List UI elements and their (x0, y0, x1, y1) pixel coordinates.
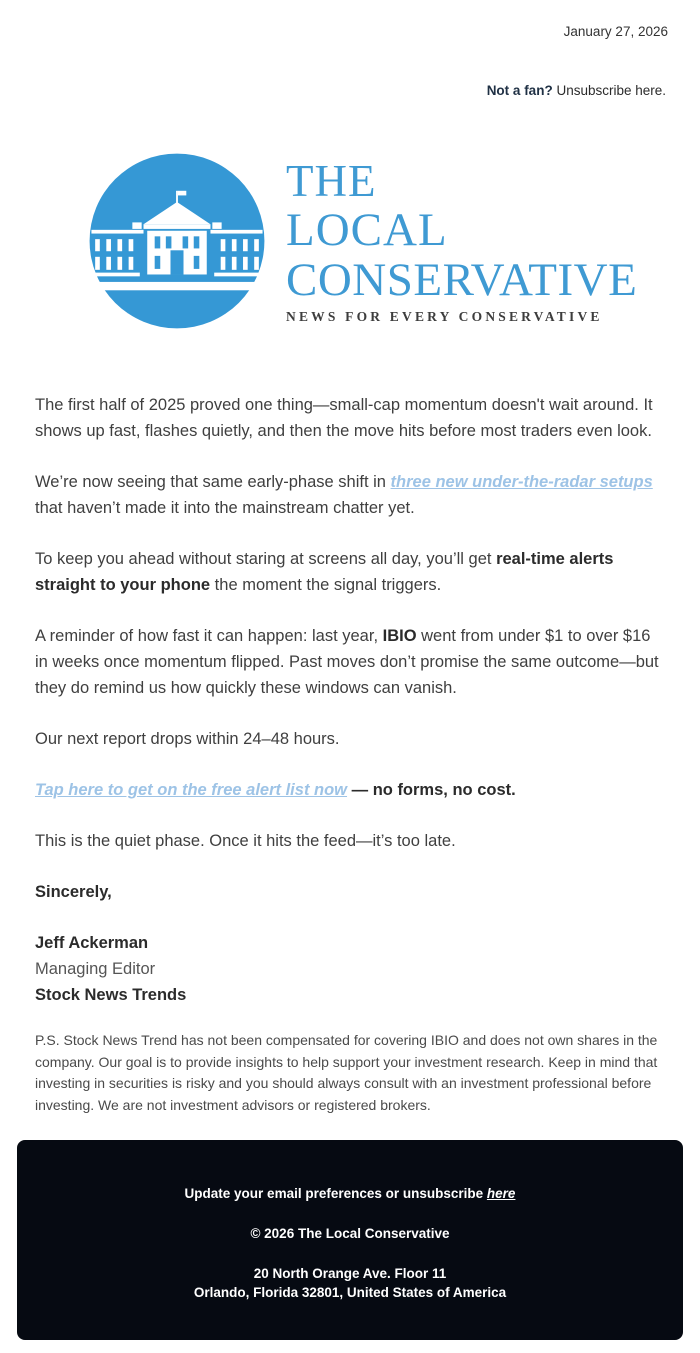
ibio-ticker-emphasis: IBIO (382, 627, 417, 645)
footer-preferences-text: Update your email preferences or unsubscribe (184, 1186, 487, 1201)
paragraph-alerts-text-before: To keep you ahead without staring at screens all day, you’ll get (35, 550, 497, 568)
paragraph-quiet-phase: This is the quiet phase. Once it hits the feed—it’s too late. (35, 832, 456, 850)
signature-salutation: Sincerely, (35, 883, 112, 901)
paragraph-setups (35, 469, 665, 521)
wordmark-the: THE (286, 155, 377, 206)
no-forms-no-cost-emphasis: — no forms, no cost. (347, 781, 516, 799)
email-date: January 27, 2026 (563, 24, 668, 39)
free-alert-list-link[interactable]: Tap here to get on the free alert list now (35, 781, 348, 799)
paragraph-ibio-text-after: went from under $1 to over $16 in weeks once momentum flipped. Past moves don’t promise the same outcome—but they do remind us how quickly these windows can vanish. (35, 627, 659, 697)
wordmark-tagline: NEWS FOR EVERY CONSERVATIVE (286, 308, 603, 324)
footer-copyright: © 2026 The Local Conservative (250, 1226, 450, 1241)
email-body (0, 392, 700, 1116)
footer-address (37, 1264, 663, 1302)
wordmark-local: LOCAL (286, 203, 448, 256)
under-the-radar-setups-link[interactable]: three new under-the-radar setups (390, 473, 653, 491)
wordmark-conservative: CONSERVATIVE (286, 253, 638, 306)
top-unsubscribe-link[interactable]: Unsubscribe here. (552, 83, 666, 98)
brand-wordmark (286, 155, 638, 324)
footer-unsubscribe-here-link[interactable]: here (486, 1186, 516, 1201)
footer (17, 1140, 683, 1340)
brand-logo (84, 148, 700, 334)
ps-disclaimer: P.S. Stock News Trend has not been compensated for covering IBIO and does not own shares in the company. Our goal is to provide insights to help support your investment research. Keep in mind that investing in securities is risky and you should always consult with an investment professional before investing. We are not investment advisors or registered brokers. (35, 1032, 658, 1113)
top-unsubscribe-row (0, 83, 700, 98)
real-time-alerts-emphasis: real-time alerts straight to your phone (35, 550, 614, 594)
paragraph-alerts (35, 546, 665, 598)
signature-name: Jeff Ackerman (35, 934, 149, 952)
paragraph-momentum: The first half of 2025 proved one thing—small-cap momentum doesn't wait around. It shows up fast, flashes quietly, and then the move hits before most traders even look. (35, 396, 653, 440)
signature-block (35, 879, 665, 1008)
paragraph-alerts-text-after: the moment the signal triggers. (210, 576, 442, 594)
footer-address-line2: Orlando, Florida 32801, United States of America (193, 1285, 507, 1300)
signature-company: Stock News Trends (35, 986, 187, 1004)
footer-preferences-line (37, 1184, 663, 1203)
signature-title: Managing Editor (35, 960, 156, 978)
paragraph-ibio-text-before: A reminder of how fast it can happen: last year, (35, 627, 383, 645)
paragraph-cta (35, 777, 665, 803)
footer-address-line1: 20 North Orange Ave. Floor 11 (253, 1266, 447, 1281)
paragraph-next-report: Our next report drops within 24–48 hours. (35, 730, 340, 748)
not-a-fan-label: Not a fan? (486, 83, 553, 98)
paragraph-setups-text-before: We’re now seeing that same early-phase shift in (35, 473, 391, 491)
paragraph-setups-text-after: that haven’t made it into the mainstream chatter yet. (35, 499, 415, 517)
white-house-icon (84, 148, 270, 334)
paragraph-ibio (35, 623, 665, 701)
